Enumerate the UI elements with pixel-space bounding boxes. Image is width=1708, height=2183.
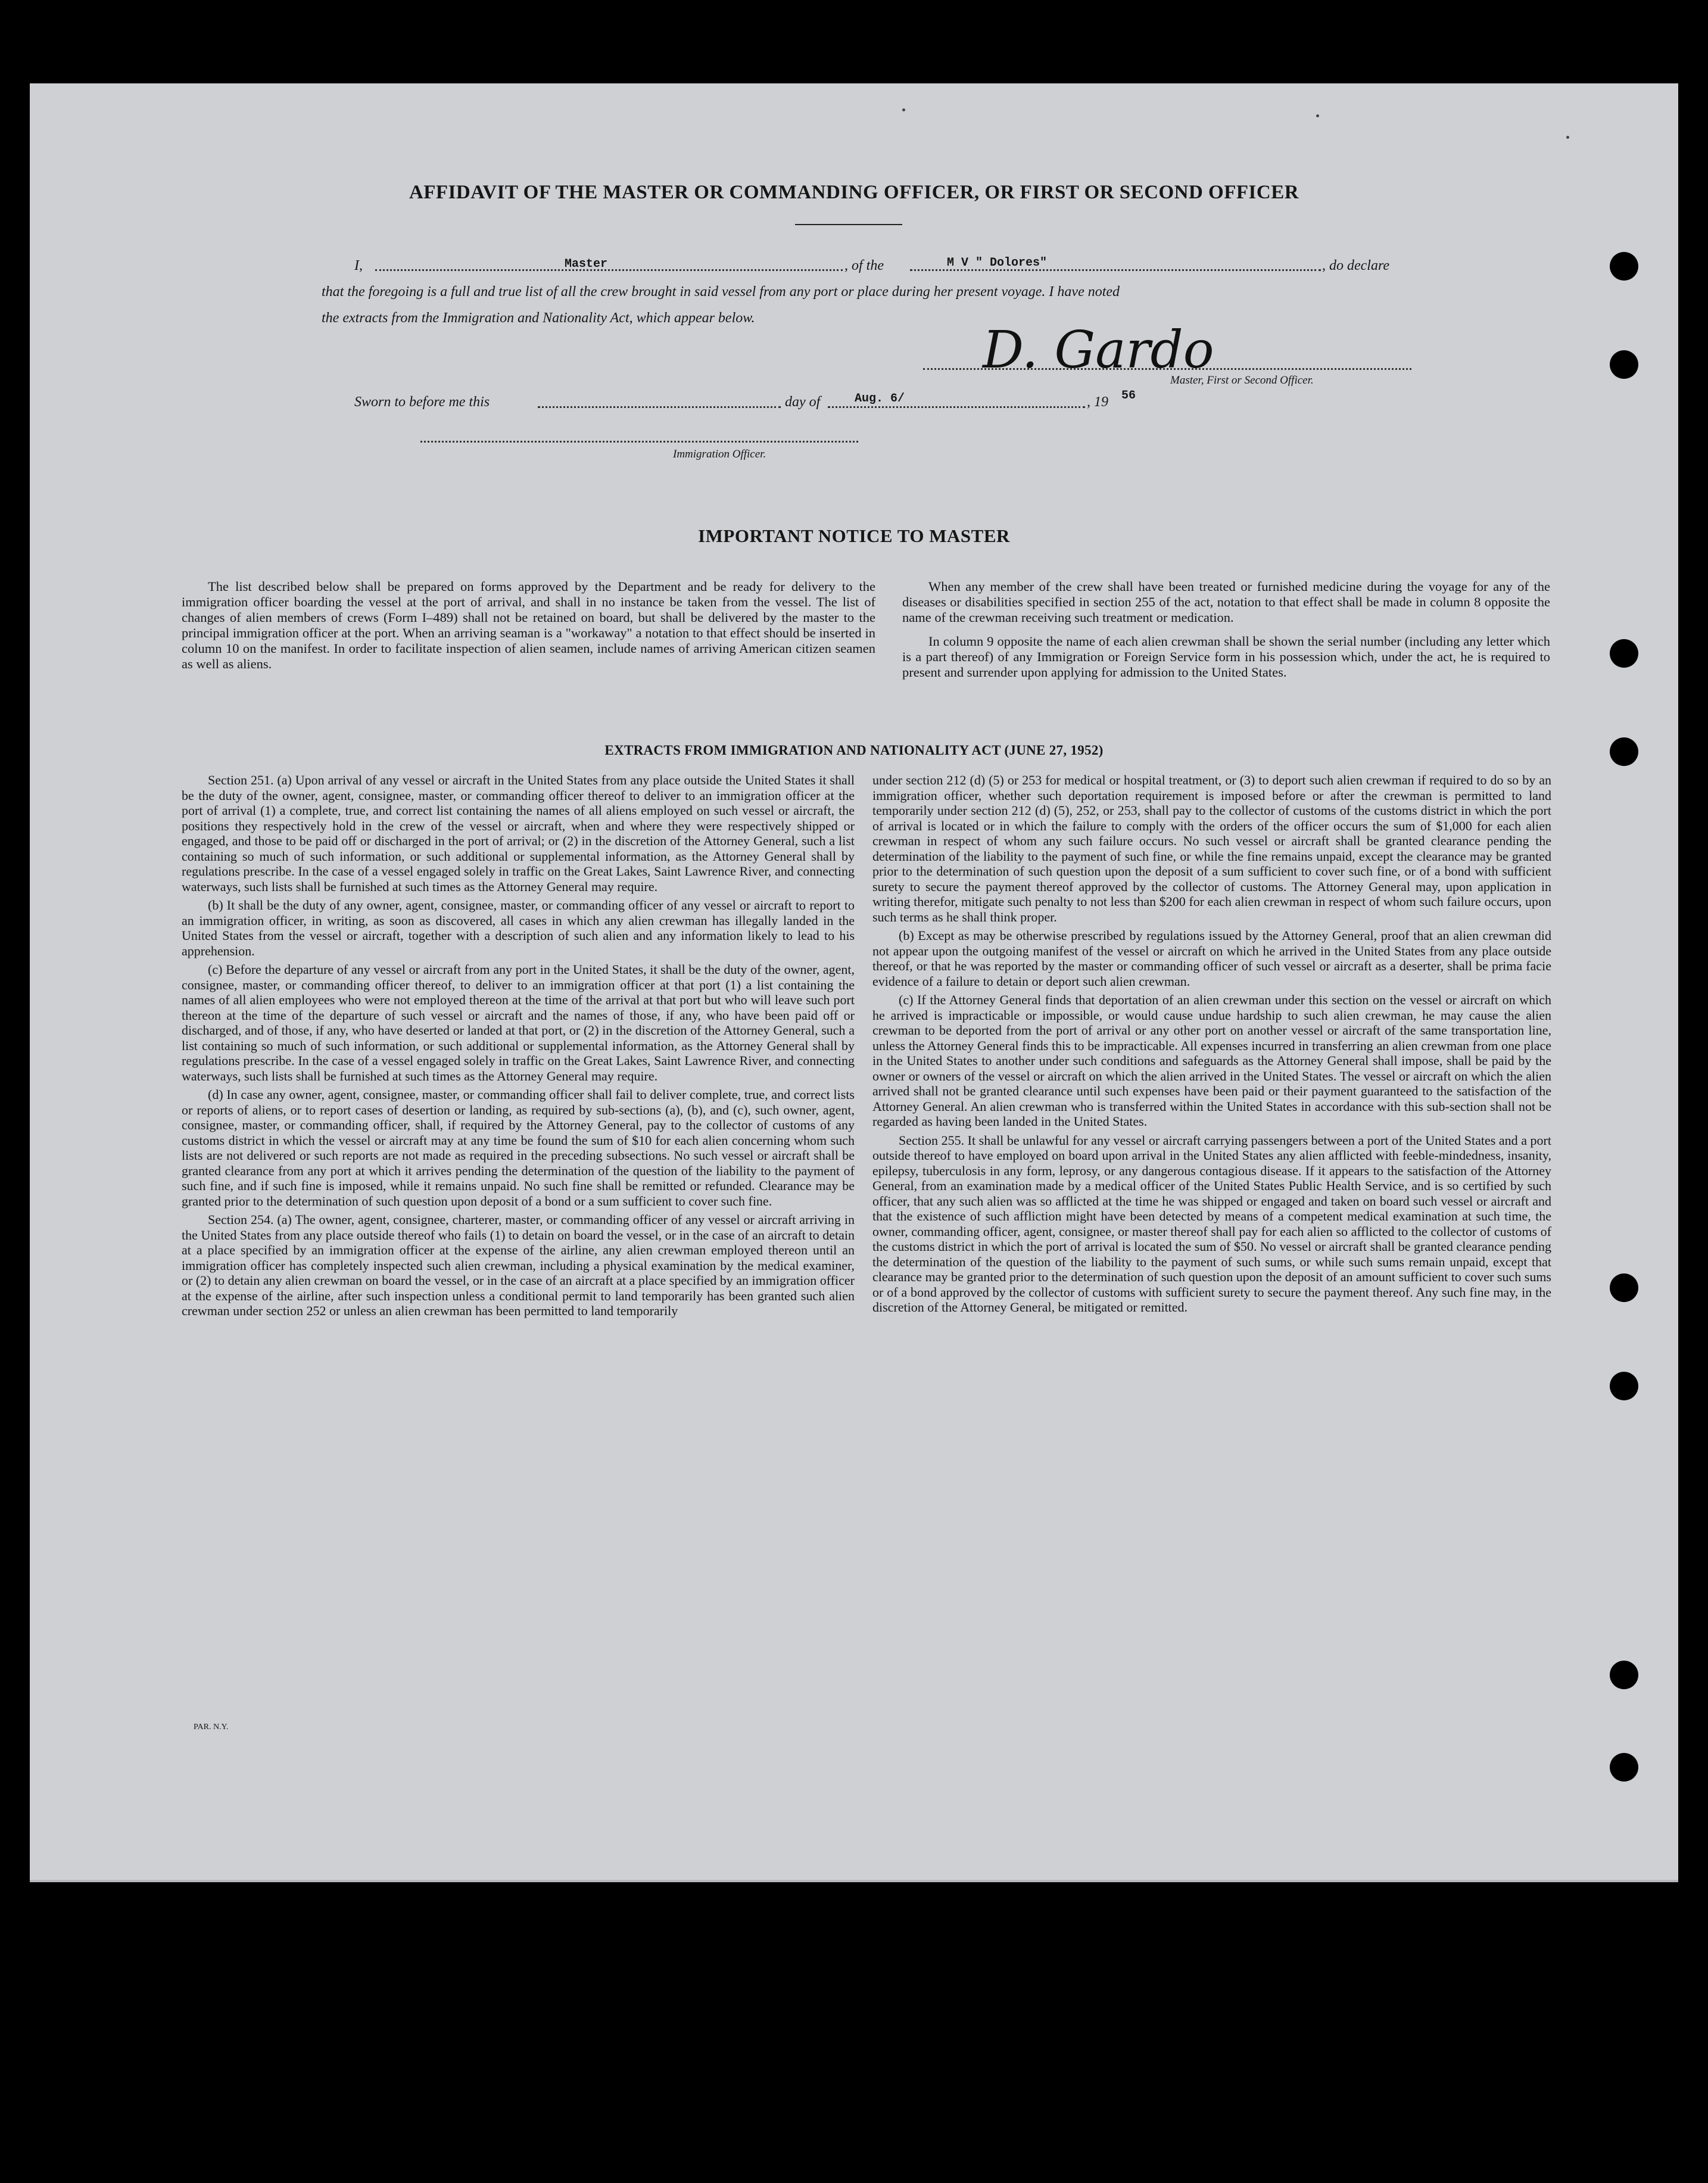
printer-mark: PAR. N.Y. — [194, 1723, 229, 1732]
affidavit-title: AFFIDAVIT OF THE MASTER OR COMMANDING OFFICER, OR FIRST OR SECOND OFFICER — [409, 182, 1299, 203]
extracts-right-column — [872, 773, 1551, 1319]
signature: D. Gardo — [983, 320, 1214, 380]
immigration-officer-caption: Immigration Officer. — [673, 448, 766, 460]
punch-hole — [1610, 252, 1638, 281]
sworn-day-line — [538, 406, 781, 408]
punch-hole — [1610, 639, 1638, 668]
rank-value: Master — [565, 257, 608, 271]
punch-hole — [1610, 737, 1638, 766]
affidavit-line-3: the extracts from the Immigration and Nationality Act, which appear below. — [322, 310, 755, 326]
rank-line — [375, 269, 843, 271]
punch-hole — [1610, 350, 1638, 379]
notice-right-paragraph-2: In column 9 opposite the name of each alien crewman shall be shown the serial number (including any letter which is a part thereof) of any Immigration or Foreign Service form in his possession which, under the act, he is required to present and surrender upon applying for admission to the United States. — [902, 634, 1550, 680]
extract-paragraph: Section 251. (a) Upon arrival of any vessel or aircraft in the United States from any place outside the United States it shall be the duty of the owner, agent, consignee, master, or commanding officer thereof to deliver to an immigration officer at the port of arrival (1) a complete, true, and correct list containing the names of all aliens employed on such vessel or aircraft, the positions they respectively hold in the crew of the vessel or aircraft, when and where they were respectively shipped or engaged, and those to be paid off or discharged in the port of arrival; or (2) in the discretion of the Attorney General, such a list containing so much of such information, or such additional or supplemental information, as the Attorney General shall by regulations prescribe. In the case of a vessel engaged solely in traffic on the Great Lakes, Saint Lawrence River, and connecting waterways, such lists shall be furnished at such times as the Attorney General may require. — [182, 773, 855, 894]
signature-caption: Master, First or Second Officer. — [1170, 374, 1314, 387]
extract-paragraph: (d) In case any owner, agent, consignee, master, or commanding officer shall fail to deliver complete, true, and correct lists or reports of aliens, or to report cases of desertion or landing, as required by sub-sections (a), (b), and (c), such owner, agent, consignee, master, or commanding officer, shall, if required by the Attorney General, pay to the collector of customs of any customs district in which the vessel or aircraft may at any time be found the sum of $10 for each alien concerning whom such lists are not delivered or such reports are not made as required in the preceding subsections. No such vessel or aircraft shall be granted clearance from any port at which it arrives pending the determination of the question of the liability to the payment of such fine, and if such fine is imposed, while it remains unpaid. No such fine shall be remitted or refunded. Clearance may be granted prior to the determination of such question upon deposit of a bond or a sum sufficient to cover such fine. — [182, 1087, 855, 1209]
extract-paragraph: (c) If the Attorney General finds that deportation of an alien crewman under this section on the vessel or aircraft on which he arrived is impracticable or impossible, or would cause undue hardship to such alien crewman, he may cause the alien crewman to be deported from the port of arrival or any other port on another vessel or aircraft of the same transportation line, unless the Attorney General finds this to be impracticable. All expenses incurred in transferring an alien crewman from one place in the United States to another under such conditions and safeguards as the Attorney General shall impose, shall be paid by the owner or owners of the vessel or aircraft on which the alien arrived in the United States. The vessel or aircraft on which the alien arrived shall not be granted clearance until such expenses have been paid or their payment guaranteed to the satisfaction of the Attorney General. An alien crewman who is transferred within the United States in accordance with this sub-section shall not be regarded as having been landed in the United States. — [872, 992, 1551, 1129]
notice-right-column — [902, 579, 1550, 689]
extract-paragraph: Section 254. (a) The owner, agent, consignee, charterer, master, or commanding officer of any vessel or aircraft arriving in the United States from any place outside thereof who fails (1) to detain on board the vessel, or in the case of an aircraft to detain at a place specified by an immigration officer at the expense of the airline, any alien crewman employed thereon until an immigration officer has completely inspected such alien crewman, including a physical examination by the medical examiner, or (2) to detain any alien crewman on board the vessel, or in the case of an aircraft at a place specified by an immigration officer at the expense of the airline, after such inspection unless a conditional permit to land temporarily has been granted such alien crewman under section 252 or unless an alien crewman has been permitted to land temporarily — [182, 1212, 855, 1318]
notice-left-column — [182, 579, 875, 680]
punch-hole — [1610, 1661, 1638, 1689]
punch-hole — [1610, 1753, 1638, 1782]
day-of-label: day of — [785, 394, 821, 410]
notice-left-paragraph: The list described below shall be prepared on forms approved by the Department and be ready for delivery to the immigration officer boarding the vessel at the port of arrival, and shall in no instance be taken from the vessel. The list of changes of alien members of crews (Form I–489) shall not be retained on board, but shall be delivered by the master to the principal immigration officer at the port. When an arriving seaman is a "workaway" a notation to that effect should be inserted in column 10 on the manifest. In order to facilitate inspection of alien seamen, include names of arriving American citizen seamen as well as aliens. — [182, 579, 875, 671]
affidavit-line-2: that the foregoing is a full and true list of all the crew brought in said vessel from any port or place during her present voyage. I have noted — [322, 284, 1120, 300]
i-label: I, — [354, 258, 363, 273]
page-bottom-edge — [30, 1880, 1678, 1882]
notice-title: IMPORTANT NOTICE TO MASTER — [698, 525, 1010, 546]
extracts-title: EXTRACTS FROM IMMIGRATION AND NATIONALITY ACT (JUNE 27, 1952) — [604, 743, 1104, 758]
do-declare-label: , do declare — [1322, 258, 1390, 273]
notice-right-paragraph-1: When any member of the crew shall have been treated or furnished medicine during the voyage for any of the diseases or disabilities specified in section 255 of the act, notation to that effect shall be made in column 8 opposite the name of the crewman receiving such treatment or medication. — [902, 579, 1550, 625]
extract-paragraph: Section 255. It shall be unlawful for any vessel or aircraft carrying passengers between a port of the United States and a port outside thereof to have employed on board upon arrival in the United States any alien afflicted with feeble-mindedness, insanity, epilepsy, tuberculosis in any form, leprosy, or any dangerous contagious disease. If it appears to the satisfaction of the Attorney General, from an examination made by a medical officer of the United States Public Health Service, and is so certified by such officer, that any such alien was so afflicted at the time he was shipped or engaged and taken on board such vessel or aircraft and that the existence of such affliction might have been detected by means of a competent medical examination at such time, the owner, commanding officer, agent, consignee, or master thereof shall pay for each alien so afflicted to the collector of customs of the customs district in which the port of arrival is located the sum of $50. No vessel or aircraft shall be granted clearance pending the determination of the question of the liability to the payment of such sums, or while such sums remain unpaid, except that clearance may be granted prior to the determination of such question upon the deposit of an amount sufficient to cover such sums or of a bond approved by the collector of customs with sufficient surety to secure the payment thereof. Any such fine may, in the discretion of the Attorney General, be mitigated or remitted. — [872, 1132, 1551, 1315]
scan-speck — [1316, 114, 1319, 117]
extract-paragraph: under section 212 (d) (5) or 253 for medical or hospital treatment, or (3) to deport such alien crewman if required to do so by an immigration officer, whether such deportation requirement is imposed before or after the crewman is permitted to land temporarily under section 212 (d) (5), 252, or 253, shall pay to the collector of customs of the customs district in which the port of arrival is located or in which the failure to comply with the orders of the officer occurs the sum of $1,000 for each alien crewman in respect of whom any such failure occurs. No such vessel or aircraft shall be granted clearance pending the determination of the liability to the payment of such fine, or while the fine remains unpaid, except the clearance may be granted prior to the determination of such question upon the deposit of a sum sufficient to cover such fine, or of a bond with sufficient surety to secure the payment thereof approved by the collector of customs. The Attorney General may, upon application in writing therefor, mitigate such penalty to not less than $200 for each alien crewman in respect of whom such failure occurs, upon such terms as he shall think proper. — [872, 773, 1551, 924]
extract-paragraph: (c) Before the departure of any vessel or aircraft from any port in the United States, it shall be the duty of the owner, agent, consignee, master, or commanding officer thereof, to deliver to an immigration officer at that port (1) a list containing the names of all alien employees who were not employed thereon at the time of the arrival at that port but who will leave such port thereon at the time of the departure of such vessel or aircraft and the names of those, if any, who have been paid off or discharged, and of those, if any, who have deserted or landed at that port, or (2) in the discretion of the Attorney General, such a list containing so much of such information, or such additional or supplemental information, as the Attorney General shall by regulations prescribe. In the case of a vessel engaged solely in traffic on the Great Lakes, Saint Lawrence River, and connecting waterways, such lists shall be furnished at such times as the Attorney General may require. — [182, 962, 855, 1083]
year-value: 56 — [1121, 389, 1136, 403]
punch-hole — [1610, 1372, 1638, 1400]
year-prefix: , 19 — [1087, 394, 1108, 410]
vessel-value: M V " Dolores" — [947, 256, 1048, 270]
extract-paragraph: (b) Except as may be otherwise prescribed by regulations issued by the Attorney General, proof that an alien crewman did not appear upon the outgoing manifest of the vessel or aircraft on which he arrived in the United States from any place outside thereof, or that he was reported by the master or commanding officer of such vessel or aircraft as a deserter, shall be prima facie evidence of a failure to detain or deport such alien crewman. — [872, 928, 1551, 989]
extracts-left-column — [182, 773, 855, 1322]
of-the-label: , of the — [844, 258, 884, 273]
extract-paragraph: (b) It shall be the duty of any owner, agent, consignee, master, or commanding officer of any vessel or aircraft to report to an immigration officer, in writing, as soon as discovered, all cases in which any alien crewman has illegally landed in the United States from the vessel or aircraft, together with a description of such alien and any information likely to lead to his apprehension. — [182, 898, 855, 958]
immigration-officer-line — [420, 441, 858, 443]
document-page — [30, 83, 1678, 1882]
date-value: Aug. 6/ — [855, 392, 905, 406]
sworn-month-line — [828, 406, 1085, 408]
sworn-label: Sworn to before me this — [354, 394, 490, 410]
scan-speck — [1566, 136, 1569, 139]
title-underline — [795, 224, 902, 225]
punch-hole — [1610, 1273, 1638, 1302]
scan-speck — [902, 108, 905, 111]
